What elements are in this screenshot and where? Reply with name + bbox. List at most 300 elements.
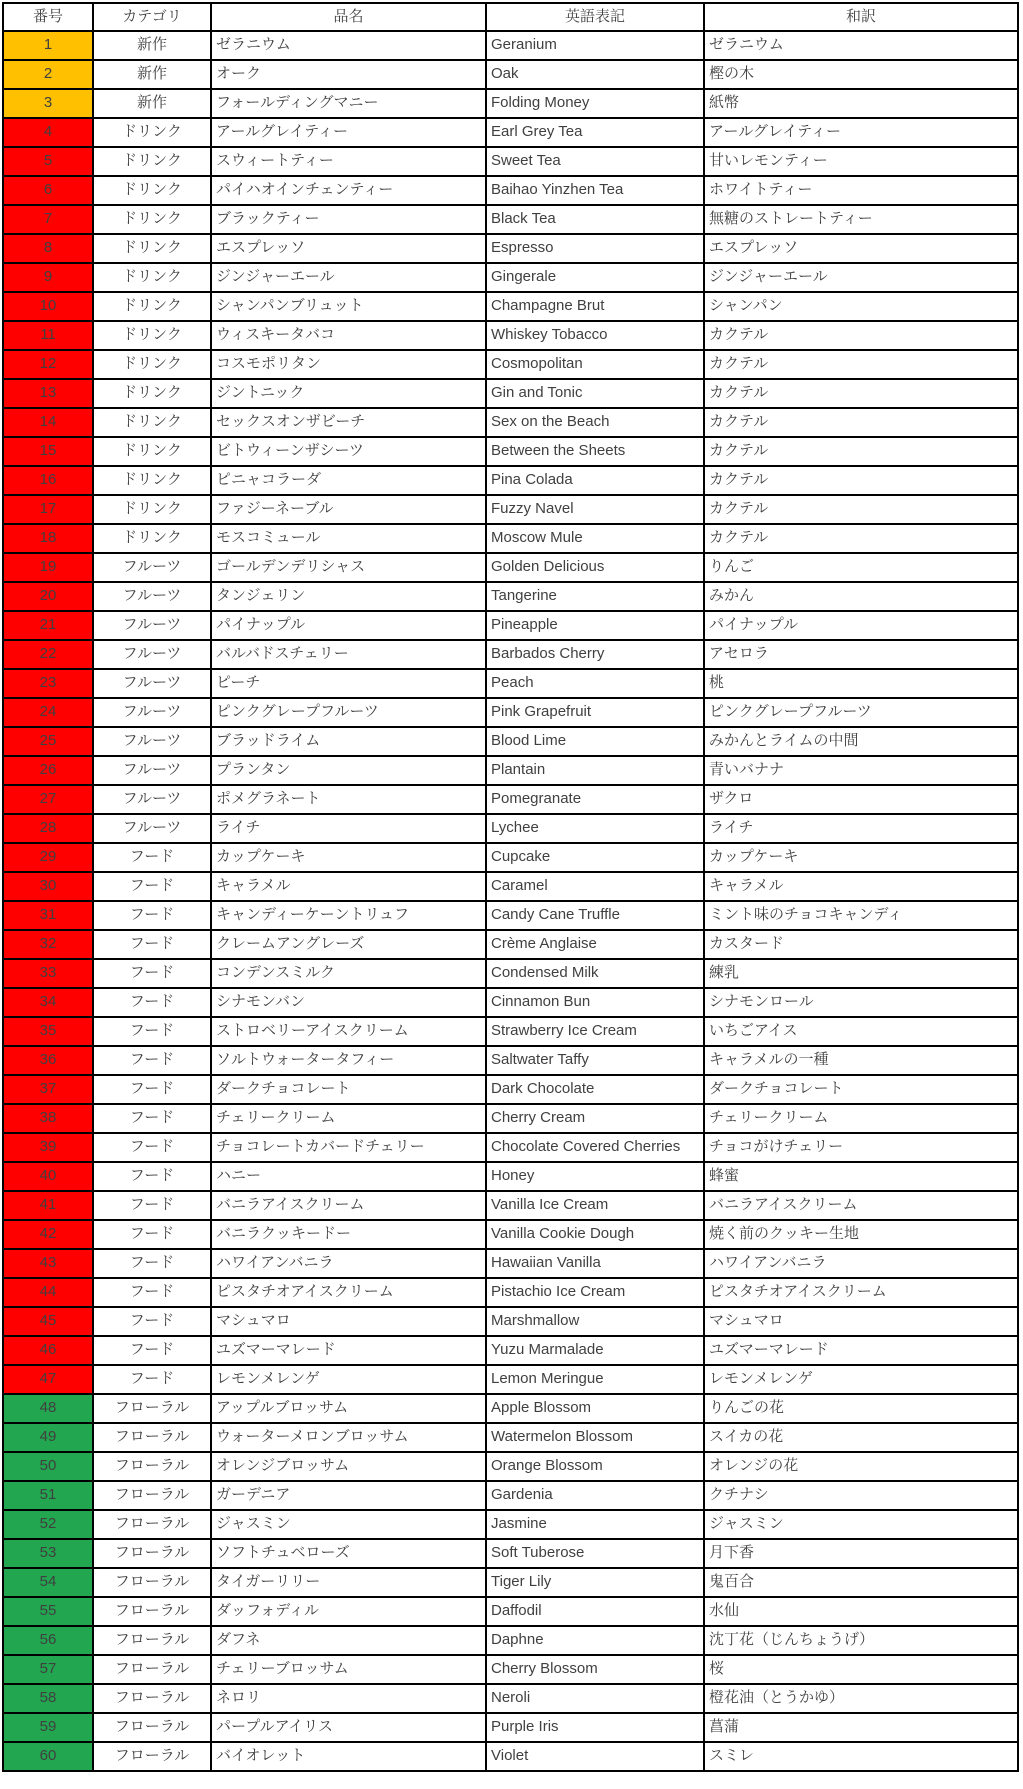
cell-japanese: スミレ bbox=[704, 1742, 1018, 1771]
header-row bbox=[3, 3, 1018, 31]
cell-japanese: レモンメレンゲ bbox=[704, 1365, 1018, 1394]
cell-japanese: ダークチョコレート bbox=[704, 1075, 1018, 1104]
cell-number: 36 bbox=[3, 1046, 93, 1075]
cell-number: 39 bbox=[3, 1133, 93, 1162]
cell-name: キャラメル bbox=[211, 872, 486, 901]
cell-japanese: エスプレッソ bbox=[704, 234, 1018, 263]
cell-number: 38 bbox=[3, 1104, 93, 1133]
cell-category: 新作 bbox=[93, 60, 211, 89]
cell-name: オレンジブロッサム bbox=[211, 1452, 486, 1481]
table-row bbox=[3, 60, 1018, 89]
cell-number: 23 bbox=[3, 669, 93, 698]
table-row bbox=[3, 1655, 1018, 1684]
cell-number: 53 bbox=[3, 1539, 93, 1568]
table-row bbox=[3, 1452, 1018, 1481]
cell-number: 44 bbox=[3, 1278, 93, 1307]
cell-name: バイオレット bbox=[211, 1742, 486, 1771]
cell-name: ビトウィーンザシーツ bbox=[211, 437, 486, 466]
cell-japanese: ユズマーマレード bbox=[704, 1336, 1018, 1365]
cell-english: Strawberry Ice Cream bbox=[486, 1017, 704, 1046]
table-row bbox=[3, 205, 1018, 234]
cell-category: フルーツ bbox=[93, 611, 211, 640]
cell-category: フード bbox=[93, 1017, 211, 1046]
cell-category: フルーツ bbox=[93, 785, 211, 814]
cell-name: オーク bbox=[211, 60, 486, 89]
cell-number: 32 bbox=[3, 930, 93, 959]
cell-english: Daphne bbox=[486, 1626, 704, 1655]
cell-number: 12 bbox=[3, 350, 93, 379]
table-row bbox=[3, 582, 1018, 611]
table-row bbox=[3, 1133, 1018, 1162]
cell-japanese: ジャスミン bbox=[704, 1510, 1018, 1539]
cell-category: 新作 bbox=[93, 89, 211, 118]
cell-category: フルーツ bbox=[93, 669, 211, 698]
cell-name: カップケーキ bbox=[211, 843, 486, 872]
cell-category: フード bbox=[93, 1162, 211, 1191]
cell-english: Sweet Tea bbox=[486, 147, 704, 176]
cell-japanese: カクテル bbox=[704, 350, 1018, 379]
cell-number: 33 bbox=[3, 959, 93, 988]
cell-english: Geranium bbox=[486, 31, 704, 60]
cell-name: バニラクッキードー bbox=[211, 1220, 486, 1249]
cell-number: 52 bbox=[3, 1510, 93, 1539]
cell-name: ピーチ bbox=[211, 669, 486, 698]
cell-name: マシュマロ bbox=[211, 1307, 486, 1336]
cell-number: 21 bbox=[3, 611, 93, 640]
cell-name: ジントニック bbox=[211, 379, 486, 408]
cell-english: Hawaiian Vanilla bbox=[486, 1249, 704, 1278]
cell-number: 13 bbox=[3, 379, 93, 408]
cell-japanese: ライチ bbox=[704, 814, 1018, 843]
cell-english: Cupcake bbox=[486, 843, 704, 872]
cell-number: 46 bbox=[3, 1336, 93, 1365]
table-row bbox=[3, 437, 1018, 466]
cell-name: ピンクグレープフルーツ bbox=[211, 698, 486, 727]
cell-category: フローラル bbox=[93, 1713, 211, 1742]
cell-number: 50 bbox=[3, 1452, 93, 1481]
cell-japanese: いちごアイス bbox=[704, 1017, 1018, 1046]
cell-category: フローラル bbox=[93, 1481, 211, 1510]
cell-category: フード bbox=[93, 1191, 211, 1220]
cell-number: 19 bbox=[3, 553, 93, 582]
cell-category: フード bbox=[93, 959, 211, 988]
cell-japanese: 桃 bbox=[704, 669, 1018, 698]
cell-number: 47 bbox=[3, 1365, 93, 1394]
cell-english: Pomegranate bbox=[486, 785, 704, 814]
cell-english: Tangerine bbox=[486, 582, 704, 611]
cell-japanese: 甘いレモンティー bbox=[704, 147, 1018, 176]
table-row bbox=[3, 1104, 1018, 1133]
cell-english: Orange Blossom bbox=[486, 1452, 704, 1481]
cell-name: ガーデニア bbox=[211, 1481, 486, 1510]
item-table bbox=[2, 2, 1019, 1772]
header-english: 英語表記 bbox=[486, 3, 704, 31]
cell-japanese: ザクロ bbox=[704, 785, 1018, 814]
cell-english: Gin and Tonic bbox=[486, 379, 704, 408]
cell-name: バルバドスチェリー bbox=[211, 640, 486, 669]
cell-japanese: みかんとライムの中間 bbox=[704, 727, 1018, 756]
cell-japanese: ゼラニウム bbox=[704, 31, 1018, 60]
cell-name: バニラアイスクリーム bbox=[211, 1191, 486, 1220]
cell-number: 15 bbox=[3, 437, 93, 466]
cell-name: ポメグラネート bbox=[211, 785, 486, 814]
table-row bbox=[3, 524, 1018, 553]
cell-english: Whiskey Tobacco bbox=[486, 321, 704, 350]
cell-number: 18 bbox=[3, 524, 93, 553]
cell-number: 55 bbox=[3, 1597, 93, 1626]
cell-name: シナモンバン bbox=[211, 988, 486, 1017]
table-body bbox=[3, 31, 1018, 1771]
cell-name: クレームアングレーズ bbox=[211, 930, 486, 959]
cell-japanese: ジンジャーエール bbox=[704, 263, 1018, 292]
table-row bbox=[3, 1394, 1018, 1423]
cell-number: 7 bbox=[3, 205, 93, 234]
cell-category: ドリンク bbox=[93, 437, 211, 466]
cell-name: ブラッドライム bbox=[211, 727, 486, 756]
cell-english: Tiger Lily bbox=[486, 1568, 704, 1597]
cell-english: Peach bbox=[486, 669, 704, 698]
cell-category: フード bbox=[93, 1249, 211, 1278]
cell-category: フローラル bbox=[93, 1597, 211, 1626]
cell-category: ドリンク bbox=[93, 379, 211, 408]
table-row bbox=[3, 1249, 1018, 1278]
cell-name: ネロリ bbox=[211, 1684, 486, 1713]
cell-number: 9 bbox=[3, 263, 93, 292]
cell-name: キャンディーケーントリュフ bbox=[211, 901, 486, 930]
cell-category: ドリンク bbox=[93, 205, 211, 234]
cell-english: Chocolate Covered Cherries bbox=[486, 1133, 704, 1162]
cell-number: 8 bbox=[3, 234, 93, 263]
cell-japanese: バニラアイスクリーム bbox=[704, 1191, 1018, 1220]
cell-name: コンデンスミルク bbox=[211, 959, 486, 988]
header-japanese: 和訳 bbox=[704, 3, 1018, 31]
cell-english: Caramel bbox=[486, 872, 704, 901]
cell-english: Champagne Brut bbox=[486, 292, 704, 321]
cell-number: 48 bbox=[3, 1394, 93, 1423]
cell-english: Marshmallow bbox=[486, 1307, 704, 1336]
cell-english: Gardenia bbox=[486, 1481, 704, 1510]
table-row bbox=[3, 669, 1018, 698]
table-row bbox=[3, 495, 1018, 524]
cell-number: 43 bbox=[3, 1249, 93, 1278]
cell-english: Lychee bbox=[486, 814, 704, 843]
table-row bbox=[3, 1365, 1018, 1394]
table-row bbox=[3, 118, 1018, 147]
cell-japanese: ピンクグレープフルーツ bbox=[704, 698, 1018, 727]
cell-number: 24 bbox=[3, 698, 93, 727]
cell-japanese: カクテル bbox=[704, 524, 1018, 553]
cell-category: ドリンク bbox=[93, 350, 211, 379]
cell-english: Blood Lime bbox=[486, 727, 704, 756]
table-row bbox=[3, 727, 1018, 756]
cell-number: 28 bbox=[3, 814, 93, 843]
cell-japanese: パイナップル bbox=[704, 611, 1018, 640]
cell-japanese: カクテル bbox=[704, 437, 1018, 466]
cell-english: Apple Blossom bbox=[486, 1394, 704, 1423]
cell-name: ユズマーマレード bbox=[211, 1336, 486, 1365]
cell-name: ウィスキータバコ bbox=[211, 321, 486, 350]
cell-japanese: マシュマロ bbox=[704, 1307, 1018, 1336]
table-row bbox=[3, 1220, 1018, 1249]
table-row bbox=[3, 1510, 1018, 1539]
cell-english: Cherry Cream bbox=[486, 1104, 704, 1133]
cell-number: 31 bbox=[3, 901, 93, 930]
table-row bbox=[3, 379, 1018, 408]
table-row bbox=[3, 263, 1018, 292]
cell-english: Cosmopolitan bbox=[486, 350, 704, 379]
table-row bbox=[3, 234, 1018, 263]
table-row bbox=[3, 1742, 1018, 1771]
cell-category: フルーツ bbox=[93, 756, 211, 785]
cell-name: ハワイアンバニラ bbox=[211, 1249, 486, 1278]
cell-japanese: カクテル bbox=[704, 495, 1018, 524]
cell-japanese: カクテル bbox=[704, 321, 1018, 350]
cell-name: スウィートティー bbox=[211, 147, 486, 176]
cell-category: ドリンク bbox=[93, 118, 211, 147]
cell-japanese: オレンジの花 bbox=[704, 1452, 1018, 1481]
table-row bbox=[3, 901, 1018, 930]
cell-number: 6 bbox=[3, 176, 93, 205]
cell-category: フローラル bbox=[93, 1510, 211, 1539]
cell-category: フード bbox=[93, 1336, 211, 1365]
table-row bbox=[3, 1046, 1018, 1075]
cell-category: フルーツ bbox=[93, 727, 211, 756]
cell-japanese: アールグレイティー bbox=[704, 118, 1018, 147]
cell-name: ダフネ bbox=[211, 1626, 486, 1655]
cell-number: 14 bbox=[3, 408, 93, 437]
cell-category: ドリンク bbox=[93, 408, 211, 437]
cell-english: Vanilla Cookie Dough bbox=[486, 1220, 704, 1249]
table-row bbox=[3, 1539, 1018, 1568]
table-row bbox=[3, 292, 1018, 321]
cell-english: Watermelon Blossom bbox=[486, 1423, 704, 1452]
table-row bbox=[3, 1191, 1018, 1220]
cell-category: フローラル bbox=[93, 1394, 211, 1423]
table-row bbox=[3, 147, 1018, 176]
cell-japanese: スイカの花 bbox=[704, 1423, 1018, 1452]
cell-number: 29 bbox=[3, 843, 93, 872]
cell-name: パイハオインチェンティー bbox=[211, 176, 486, 205]
cell-name: ウォーターメロンブロッサム bbox=[211, 1423, 486, 1452]
cell-category: フルーツ bbox=[93, 553, 211, 582]
table-row bbox=[3, 872, 1018, 901]
table-row bbox=[3, 466, 1018, 495]
table-row bbox=[3, 321, 1018, 350]
cell-english: Fuzzy Navel bbox=[486, 495, 704, 524]
cell-english: Yuzu Marmalade bbox=[486, 1336, 704, 1365]
cell-name: ストロベリーアイスクリーム bbox=[211, 1017, 486, 1046]
table-row bbox=[3, 640, 1018, 669]
cell-name: ソルトウォータータフィー bbox=[211, 1046, 486, 1075]
cell-number: 54 bbox=[3, 1568, 93, 1597]
cell-japanese: シナモンロール bbox=[704, 988, 1018, 1017]
cell-name: ブラックティー bbox=[211, 205, 486, 234]
table-row bbox=[3, 350, 1018, 379]
cell-category: フローラル bbox=[93, 1684, 211, 1713]
cell-english: Daffodil bbox=[486, 1597, 704, 1626]
cell-number: 1 bbox=[3, 31, 93, 60]
cell-name: ジャスミン bbox=[211, 1510, 486, 1539]
cell-japanese: 青いバナナ bbox=[704, 756, 1018, 785]
cell-category: ドリンク bbox=[93, 147, 211, 176]
cell-japanese: カップケーキ bbox=[704, 843, 1018, 872]
cell-japanese: キャラメル bbox=[704, 872, 1018, 901]
cell-japanese: キャラメルの一種 bbox=[704, 1046, 1018, 1075]
cell-english: Pistachio Ice Cream bbox=[486, 1278, 704, 1307]
cell-japanese: 蜂蜜 bbox=[704, 1162, 1018, 1191]
cell-category: ドリンク bbox=[93, 176, 211, 205]
cell-japanese: 紙幣 bbox=[704, 89, 1018, 118]
cell-number: 26 bbox=[3, 756, 93, 785]
cell-category: フード bbox=[93, 988, 211, 1017]
cell-category: フルーツ bbox=[93, 814, 211, 843]
cell-japanese: 樫の木 bbox=[704, 60, 1018, 89]
cell-name: アールグレイティー bbox=[211, 118, 486, 147]
cell-english: Saltwater Taffy bbox=[486, 1046, 704, 1075]
cell-japanese: りんご bbox=[704, 553, 1018, 582]
table-row bbox=[3, 611, 1018, 640]
cell-name: プランタン bbox=[211, 756, 486, 785]
cell-number: 49 bbox=[3, 1423, 93, 1452]
header-name: 品名 bbox=[211, 3, 486, 31]
cell-category: ドリンク bbox=[93, 466, 211, 495]
cell-number: 42 bbox=[3, 1220, 93, 1249]
cell-category: フード bbox=[93, 1220, 211, 1249]
cell-japanese: 水仙 bbox=[704, 1597, 1018, 1626]
cell-number: 45 bbox=[3, 1307, 93, 1336]
cell-category: フルーツ bbox=[93, 698, 211, 727]
cell-category: フード bbox=[93, 843, 211, 872]
cell-category: 新作 bbox=[93, 31, 211, 60]
cell-number: 25 bbox=[3, 727, 93, 756]
cell-category: フローラル bbox=[93, 1423, 211, 1452]
cell-number: 58 bbox=[3, 1684, 93, 1713]
table-row bbox=[3, 1481, 1018, 1510]
cell-english: Espresso bbox=[486, 234, 704, 263]
cell-number: 40 bbox=[3, 1162, 93, 1191]
cell-name: チェリークリーム bbox=[211, 1104, 486, 1133]
cell-number: 22 bbox=[3, 640, 93, 669]
table-row bbox=[3, 1075, 1018, 1104]
table-row bbox=[3, 843, 1018, 872]
cell-japanese: クチナシ bbox=[704, 1481, 1018, 1510]
cell-name: タイガーリリー bbox=[211, 1568, 486, 1597]
table-row bbox=[3, 959, 1018, 988]
table-row bbox=[3, 408, 1018, 437]
cell-number: 27 bbox=[3, 785, 93, 814]
cell-category: フルーツ bbox=[93, 582, 211, 611]
cell-number: 5 bbox=[3, 147, 93, 176]
cell-number: 41 bbox=[3, 1191, 93, 1220]
cell-category: フローラル bbox=[93, 1626, 211, 1655]
cell-category: フード bbox=[93, 1046, 211, 1075]
cell-english: Crème Anglaise bbox=[486, 930, 704, 959]
cell-number: 57 bbox=[3, 1655, 93, 1684]
cell-japanese: 菖蒲 bbox=[704, 1713, 1018, 1742]
cell-category: ドリンク bbox=[93, 263, 211, 292]
table-row bbox=[3, 553, 1018, 582]
cell-japanese: ミント味のチョコキャンディ bbox=[704, 901, 1018, 930]
cell-category: フード bbox=[93, 1133, 211, 1162]
cell-name: ジンジャーエール bbox=[211, 263, 486, 292]
table-row bbox=[3, 89, 1018, 118]
cell-category: フード bbox=[93, 1307, 211, 1336]
cell-category: フローラル bbox=[93, 1655, 211, 1684]
cell-category: ドリンク bbox=[93, 524, 211, 553]
cell-japanese: チェリークリーム bbox=[704, 1104, 1018, 1133]
table-row bbox=[3, 698, 1018, 727]
cell-japanese: ハワイアンバニラ bbox=[704, 1249, 1018, 1278]
cell-japanese: 橙花油（とうかゆ） bbox=[704, 1684, 1018, 1713]
cell-category: ドリンク bbox=[93, 495, 211, 524]
cell-number: 2 bbox=[3, 60, 93, 89]
cell-category: フルーツ bbox=[93, 640, 211, 669]
cell-category: ドリンク bbox=[93, 321, 211, 350]
cell-english: Cherry Blossom bbox=[486, 1655, 704, 1684]
cell-name: ハニー bbox=[211, 1162, 486, 1191]
cell-english: Pink Grapefruit bbox=[486, 698, 704, 727]
cell-name: フォールディングマニー bbox=[211, 89, 486, 118]
cell-english: Moscow Mule bbox=[486, 524, 704, 553]
cell-english: Sex on the Beach bbox=[486, 408, 704, 437]
cell-english: Oak bbox=[486, 60, 704, 89]
cell-japanese: アセロラ bbox=[704, 640, 1018, 669]
cell-english: Baihao Yinzhen Tea bbox=[486, 176, 704, 205]
cell-name: ソフトチュベローズ bbox=[211, 1539, 486, 1568]
cell-number: 37 bbox=[3, 1075, 93, 1104]
cell-english: Pineapple bbox=[486, 611, 704, 640]
cell-japanese: 焼く前のクッキー生地 bbox=[704, 1220, 1018, 1249]
table-row bbox=[3, 1307, 1018, 1336]
cell-japanese: 桜 bbox=[704, 1655, 1018, 1684]
table-row bbox=[3, 1162, 1018, 1191]
cell-name: モスコミュール bbox=[211, 524, 486, 553]
cell-category: ドリンク bbox=[93, 292, 211, 321]
cell-number: 30 bbox=[3, 872, 93, 901]
cell-japanese: シャンパン bbox=[704, 292, 1018, 321]
table-row bbox=[3, 1626, 1018, 1655]
table-row bbox=[3, 1017, 1018, 1046]
cell-number: 3 bbox=[3, 89, 93, 118]
cell-number: 10 bbox=[3, 292, 93, 321]
header-category: カテゴリ bbox=[93, 3, 211, 31]
cell-name: ゼラニウム bbox=[211, 31, 486, 60]
cell-english: Purple Iris bbox=[486, 1713, 704, 1742]
cell-category: フード bbox=[93, 930, 211, 959]
cell-japanese: りんごの花 bbox=[704, 1394, 1018, 1423]
cell-number: 11 bbox=[3, 321, 93, 350]
cell-category: フローラル bbox=[93, 1742, 211, 1771]
cell-category: フローラル bbox=[93, 1539, 211, 1568]
cell-japanese: 月下香 bbox=[704, 1539, 1018, 1568]
cell-english: Condensed Milk bbox=[486, 959, 704, 988]
cell-english: Honey bbox=[486, 1162, 704, 1191]
cell-name: ピスタチオアイスクリーム bbox=[211, 1278, 486, 1307]
table-header bbox=[3, 3, 1018, 31]
cell-japanese: カクテル bbox=[704, 466, 1018, 495]
table-row bbox=[3, 176, 1018, 205]
table-row bbox=[3, 930, 1018, 959]
cell-number: 59 bbox=[3, 1713, 93, 1742]
table-row bbox=[3, 1423, 1018, 1452]
table-row bbox=[3, 1568, 1018, 1597]
cell-english: Vanilla Ice Cream bbox=[486, 1191, 704, 1220]
cell-japanese: カクテル bbox=[704, 408, 1018, 437]
cell-number: 56 bbox=[3, 1626, 93, 1655]
cell-english: Soft Tuberose bbox=[486, 1539, 704, 1568]
cell-name: レモンメレンゲ bbox=[211, 1365, 486, 1394]
cell-english: Folding Money bbox=[486, 89, 704, 118]
